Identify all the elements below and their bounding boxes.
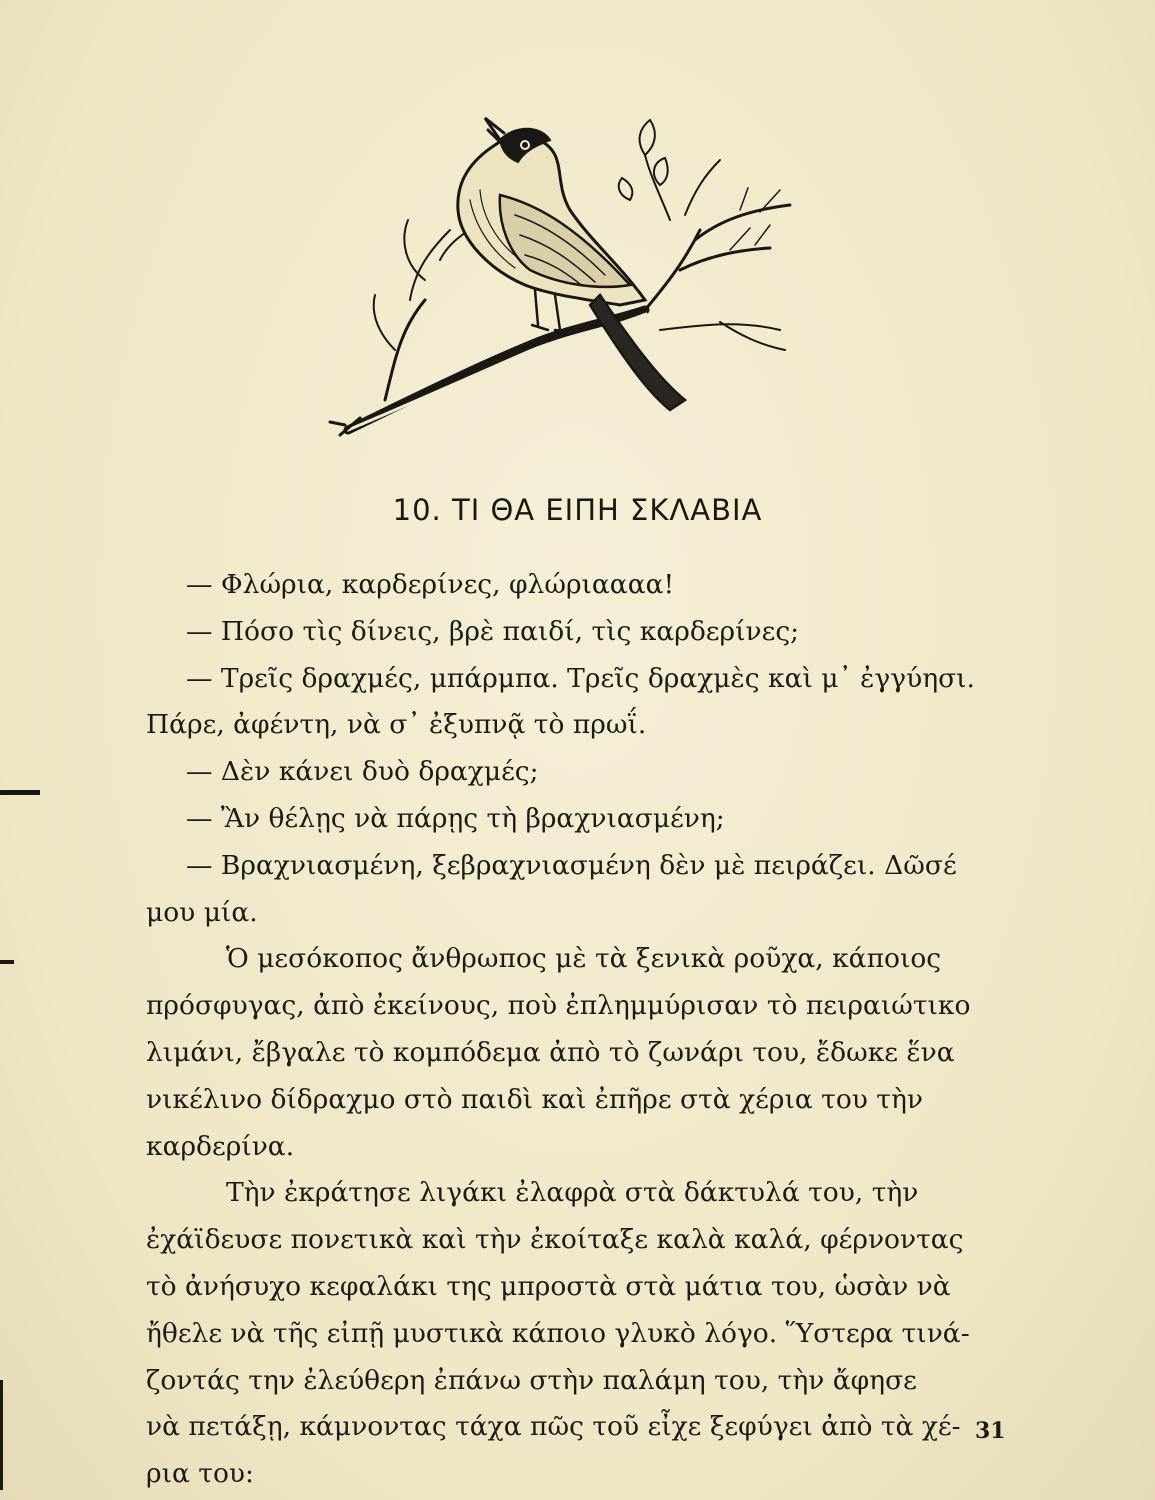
paragraph-line: καρδερίνα. [146, 1130, 295, 1162]
story-text [146, 562, 1011, 1498]
paragraph-line: ζοντάς την ἐλεύθερη ἐπάνω στὴν παλάμη του, τὴν ἄφησε [146, 1364, 917, 1396]
paragraph-line: ἐχάϊδευσε πονετικὰ καὶ τὴν ἐκοίταξε καλὰ καλά, φέρνοντας [146, 1224, 964, 1256]
paragraph-line: νικέλινο δίδραχμο στὸ παιδὶ καὶ ἐπῆρε στὰ χέρια του τὴν [146, 1083, 923, 1115]
dialogue-line: — Πόσο τὶς δίνεις, βρὲ παιδί, τὶς καρδερίνες; [186, 615, 800, 647]
paragraph-line: νὰ πετάξῃ, κάμνοντας τάχα πῶς τοῦ εἶχε ξεφύγει ἀπὸ τὰ χέ- [146, 1411, 961, 1443]
dialogue-line: — Δὲν κάνει δυὸ δραχμές; [186, 756, 539, 788]
dialogue-line: μου μία. [146, 896, 258, 928]
chapter-title: 10. ΤΙ ΘΑ ΕΙΠΗ ΣΚΛΑΒΙΑ [392, 493, 763, 527]
dialogue-line: Πάρε, ἀφέντη, νὰ σ᾿ ἐξυπνᾷ τὸ πρωΐ. [146, 709, 647, 741]
binding-mark [0, 790, 40, 795]
dialogue-line: — Ἂν θέλῃς νὰ πάρῃς τὴ βραχνιασμένη; [186, 802, 725, 834]
paragraph-line: λιμάνι, ἔβγαλε τὸ κομπόδεμα ἀπὸ τὸ ζωνάρι του, ἔδωκε ἕνα [146, 1036, 955, 1068]
paragraph-line: ἤθελε νὰ τῆς εἰπῇ μυστικὰ κάποιο γλυκὸ λόγο. Ὕστερα τινά- [146, 1317, 970, 1349]
binding-mark [0, 1380, 3, 1490]
paragraph-line: Ὁ μεσόκοπος ἄνθρωπος μὲ τὰ ξενικὰ ροῦχα, κάποιος [226, 943, 942, 975]
dialogue-line: — Τρεῖς δραχμές, μπάρμπα. Τρεῖς δραχμὲς καὶ μ᾿ ἐγγύησι. [186, 662, 975, 694]
paragraph-line: τὸ ἀνήσυχο κεφαλάκι της μπροστὰ στὰ μάτια του, ὡσὰν νὰ [146, 1270, 951, 1302]
binding-mark [0, 960, 14, 964]
paragraph-line: Τὴν ἐκράτησε λιγάκι ἐλαφρὰ στὰ δάκτυλά του, τὴν [226, 1177, 919, 1209]
paragraph-line: πρόσφυγας, ἀπὸ ἐκείνους, ποὺ ἐπλημμύρισαν τὸ πειραιώτικο [146, 990, 971, 1022]
dialogue-line: — Βραχνιασμένη, ξεβραχνιασμένη δὲν μὲ πειράζει. Δῶσέ [186, 849, 957, 881]
goldfinch-illustration [300, 100, 840, 460]
dialogue-line: — Φλώρια, καρδερίνες, φλώριαααα! [186, 569, 675, 600]
page-number: 31 [975, 1418, 1006, 1444]
paragraph-line: ρια του: [146, 1458, 254, 1490]
